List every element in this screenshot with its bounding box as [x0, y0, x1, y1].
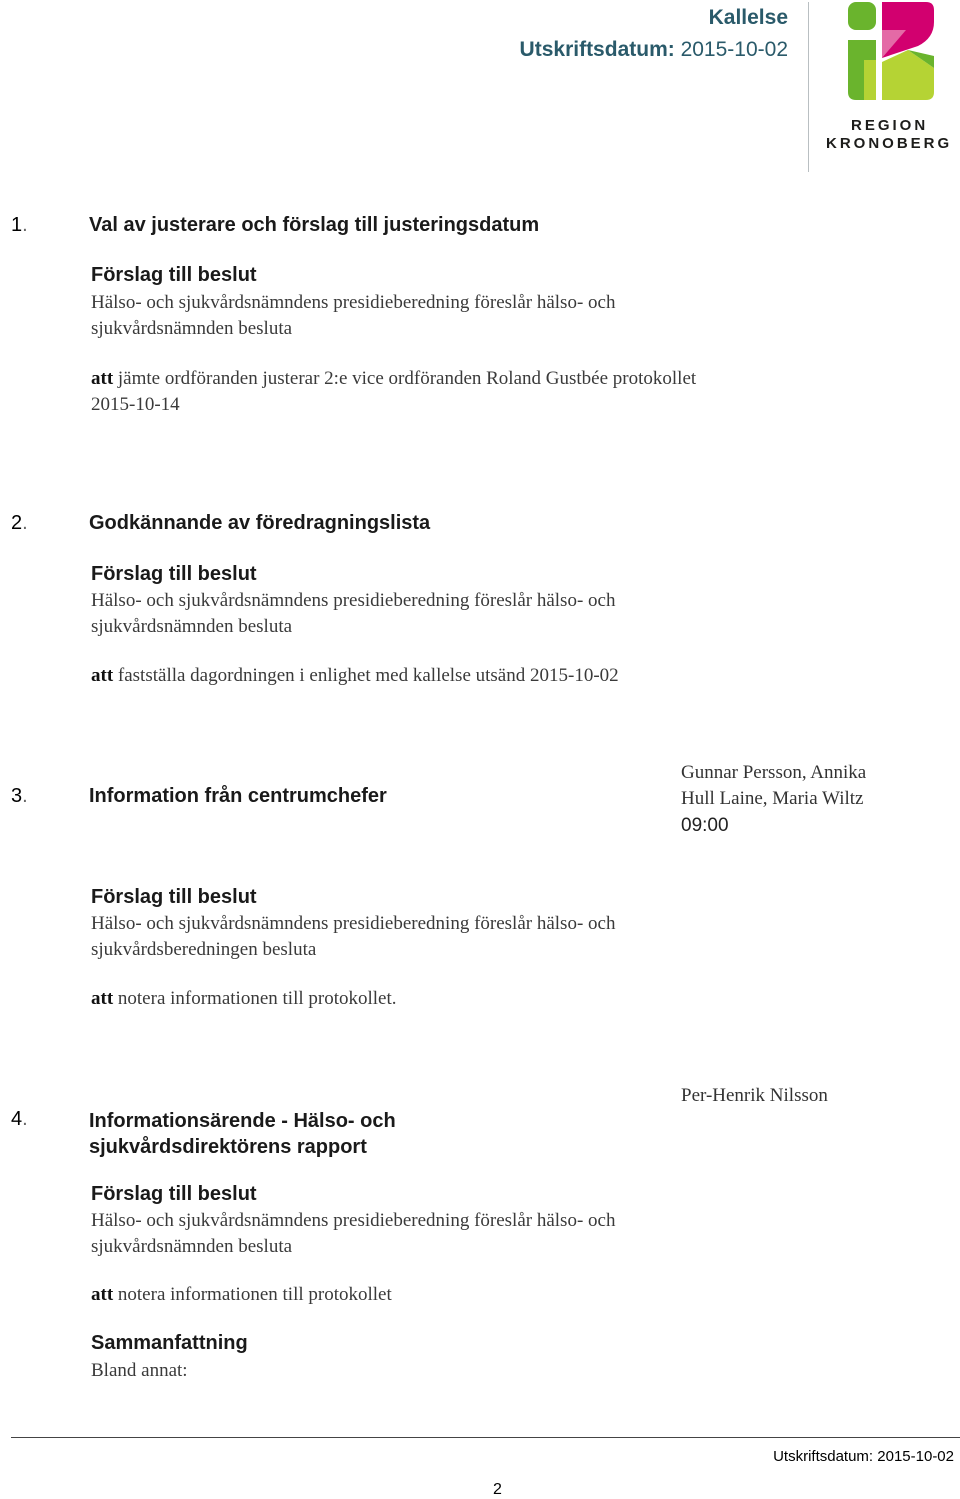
responsible-person: Per-Henrik Nilsson	[681, 1085, 828, 1106]
att-clause: att fastställa dagordningen i enlighet med kallelse utsänd 2015-10-02	[91, 665, 619, 686]
item-number: 3.	[11, 785, 28, 807]
summary-text: Bland annat:	[91, 1360, 188, 1381]
item-number: 2.	[11, 512, 28, 534]
proposal-text: Hälso- och sjukvårdsnämndens presidieberedning föreslår hälso- och sjukvårdsnämnden besluta	[91, 1210, 616, 1257]
proposal-heading: Förslag till beslut	[91, 264, 257, 286]
print-date	[520, 38, 788, 62]
proposal-heading: Förslag till beslut	[91, 563, 257, 585]
att-clause: att notera informationen till protokollet.	[91, 988, 397, 1009]
att-clause: att notera informationen till protokollet	[91, 1284, 392, 1305]
att-clause: att jämte ordföranden justerar 2:e vice ordföranden Roland Gustbée protokollet 2015-10-14	[91, 368, 697, 415]
summary-heading: Sammanfattning	[91, 1332, 248, 1354]
logo-wordmark	[826, 117, 958, 153]
logo-line-region: REGION	[851, 117, 929, 134]
page-number: 2	[493, 1481, 502, 1498]
proposal-heading: Förslag till beslut	[91, 886, 257, 908]
proposal-heading: Förslag till beslut	[91, 1183, 257, 1205]
item-number: 1.	[11, 214, 28, 236]
item-title: Information från centrumchefer	[89, 785, 387, 807]
item-title: Godkännande av föredragningslista	[89, 512, 431, 534]
proposal-text: Hälso- och sjukvårdsnämndens presidieberedning föreslår hälso- och sjukvårdsnämnden besluta	[91, 292, 616, 339]
footer-divider	[11, 1437, 960, 1438]
item-time: 09:00	[681, 815, 729, 836]
print-date-value: 2015-10-02	[680, 38, 788, 61]
footer-print-date: Utskriftsdatum: 2015-10-02	[773, 1448, 954, 1465]
proposal-text: Hälso- och sjukvårdsnämndens presidieberedning föreslår hälso- och sjukvårdsberedningen besluta	[91, 913, 616, 960]
proposal-text: Hälso- och sjukvårdsnämndens presidieberedning föreslår hälso- och sjukvårdsnämnden besluta	[91, 590, 616, 637]
responsible-persons: Gunnar Persson, Annika Hull Laine, Maria Wiltz	[681, 762, 867, 809]
header-divider	[808, 2, 809, 172]
item-title: Informationsärende - Hälso- och sjukvårdsdirektörens rapport	[89, 1110, 396, 1158]
logo-line-kronoberg: KRONOBERG	[826, 135, 953, 152]
item-title: Val av justerare och förslag till justeringsdatum	[89, 214, 540, 236]
item-number: 4.	[11, 1108, 28, 1130]
document-type-title: Kallelse	[708, 6, 788, 29]
print-date-label: Utskriftsdatum:	[519, 38, 675, 61]
